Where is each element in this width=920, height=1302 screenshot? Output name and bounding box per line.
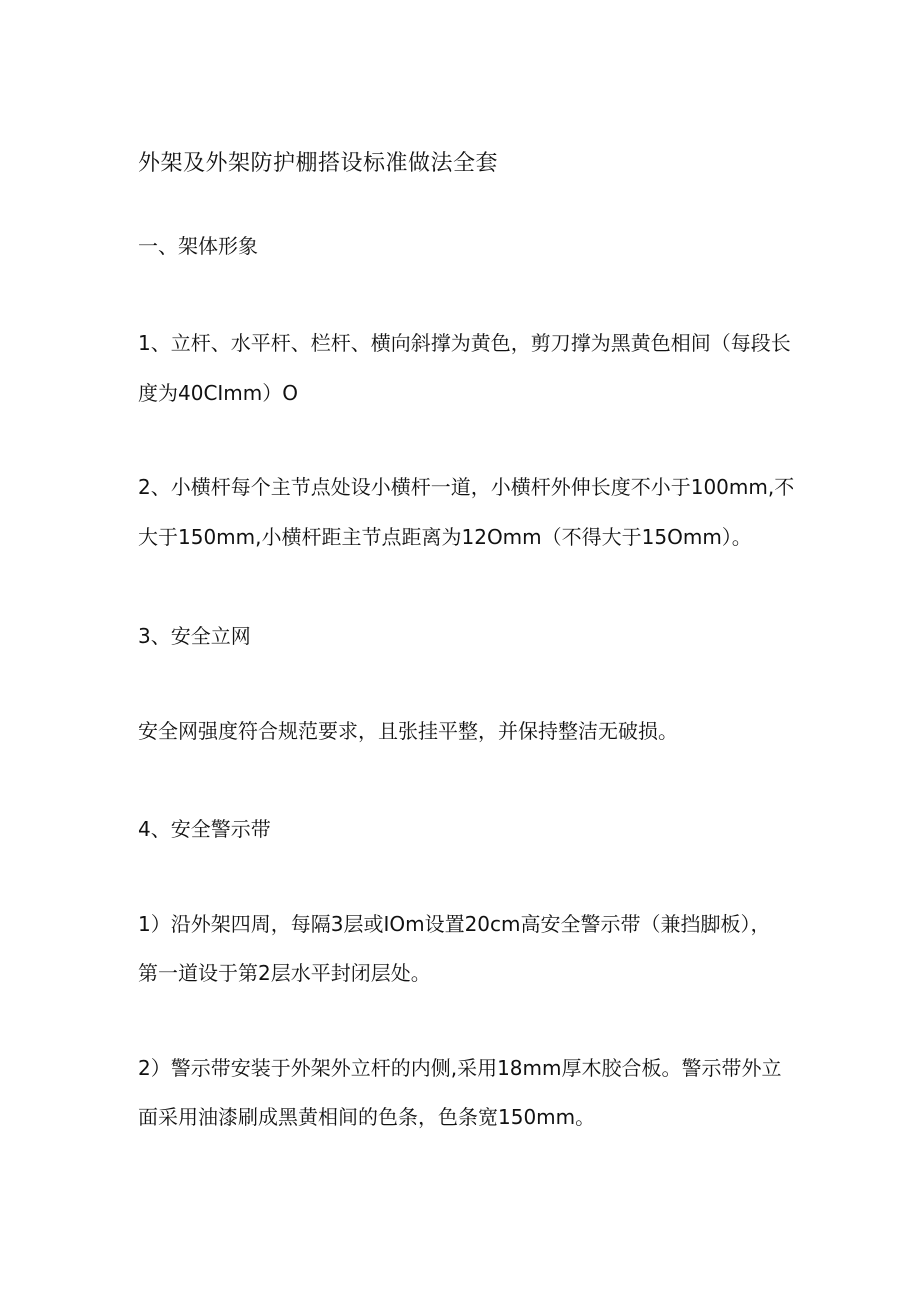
item-3-text: 安全网强度符合规范要求，且张挂平整，并保持整洁无破损。 [138,719,678,743]
item-1-line-2: 度为40CImm）O [138,381,299,405]
item-4-2-line-1: 2）警示带安装于外架外立杆的内侧,采用18mm厚木胶合板。警示带外立 [138,1056,782,1080]
item-4-1-line-2: 第一道设于第2层水平封闭层处。 [138,961,431,985]
item-4-heading: 4、安全警示带 [138,817,271,841]
item-4-1-line-1: 1）沿外架四周，每隔3层或IOm设置20cm高安全警示带（兼挡脚板）， [138,912,771,936]
document-title: 外架及外架防护棚搭设标准做法全套 [138,151,499,176]
item-1-line-1: 1、立杆、水平杆、栏杆、横向斜撑为黄色，剪刀撑为黑黄色相间（每段长 [138,331,791,355]
item-2-line-1: 2、小横杆每个主节点处设小横杆一道，小横杆外伸长度不小于100mm,不 [138,475,795,499]
section-heading: 一、架体形象 [138,234,258,258]
item-2-line-2: 大于150mm,小横杆距主节点距离为12Omm（不得大于15Omm）。 [138,525,752,549]
item-3-heading: 3、安全立网 [138,624,251,648]
item-4-2-line-2: 面采用油漆刷成黑黄相间的色条，色条宽150mm。 [138,1105,596,1129]
